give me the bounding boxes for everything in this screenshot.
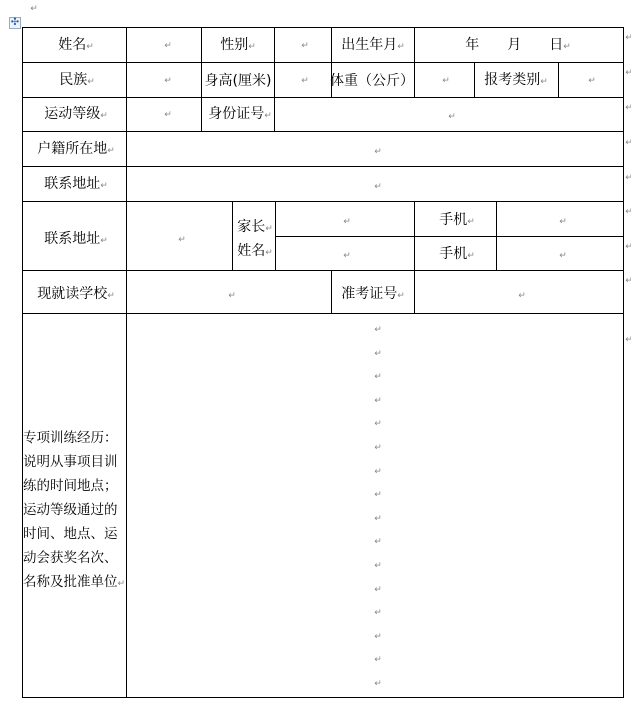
row-end-mark — [625, 33, 631, 43]
address-label: 联系地址 ↵ — [44, 176, 108, 194]
parent-name-field-2[interactable] — [343, 251, 351, 261]
paragraph-mark — [374, 372, 382, 382]
row-end-mark — [625, 138, 631, 148]
phone-field-2[interactable] — [559, 251, 567, 261]
parent-label-1: 家长 ↵ — [237, 219, 273, 237]
exam-no-label: 准考证号 ↵ — [341, 286, 405, 304]
parent-label-2: 姓名 ↵ — [237, 243, 273, 261]
birth-field[interactable]: 年 月 日 ↵ — [465, 37, 571, 55]
household-field[interactable] — [374, 147, 382, 157]
row-end-mark — [625, 242, 631, 252]
phone-label-2: 手机 ↵ — [439, 246, 475, 264]
paragraph-mark — [374, 585, 382, 595]
paragraph-mark — [374, 467, 382, 477]
id-field[interactable] — [448, 112, 456, 122]
paragraph-mark — [374, 608, 382, 618]
height-label: 身高(厘米) — [204, 73, 272, 89]
gender-field[interactable] — [301, 41, 309, 51]
address-label-2: 联系地址 ↵ — [44, 231, 108, 249]
name-field[interactable] — [164, 41, 172, 51]
gender-label: 性别 ↵ — [220, 37, 256, 55]
experience-label: 专项训练经历： 说明从事项目训 练的时间地点； 运动等级通过的 时间、地点、运 动会获奖名次、 名称及批准单位↵ — [23, 430, 126, 590]
sports-level-field[interactable] — [164, 110, 172, 120]
weight-label: 体重（公斤） — [330, 73, 414, 89]
household-label: 户籍所在地 ↵ — [37, 141, 115, 159]
paragraph-mark — [374, 514, 382, 524]
sports-level-label: 运动等级 ↵ — [44, 106, 108, 124]
ethnicity-label: 民族 ↵ — [59, 72, 95, 90]
exam-no-field[interactable] — [518, 291, 526, 301]
paragraph-mark — [374, 537, 382, 547]
row-end-mark — [625, 335, 631, 345]
school-label: 现就读学校 ↵ — [37, 286, 115, 304]
ethnicity-field[interactable] — [164, 76, 172, 86]
paragraph-mark — [374, 349, 382, 359]
name-label: 姓名 ↵ — [58, 37, 94, 55]
paragraph-mark — [374, 561, 382, 571]
table-move-handle-icon[interactable]: ✣ — [10, 17, 20, 28]
row-end-mark — [625, 68, 631, 78]
paragraph-mark — [374, 419, 382, 429]
paragraph-mark — [374, 325, 382, 335]
paragraph-mark — [374, 632, 382, 642]
row-end-mark — [625, 173, 631, 183]
category-label: 报考类别 ↵ — [484, 72, 548, 90]
phone-field-1[interactable] — [559, 217, 567, 227]
paragraph-mark — [374, 443, 382, 453]
phone-label-1: 手机 ↵ — [439, 212, 475, 230]
paragraph-mark — [374, 396, 382, 406]
category-field[interactable] — [588, 76, 596, 86]
paragraph-mark — [30, 4, 38, 14]
row-end-mark — [625, 276, 631, 286]
weight-field[interactable] — [442, 76, 450, 86]
school-field[interactable] — [228, 291, 236, 301]
birth-label: 出生年月 ↵ — [341, 37, 405, 55]
height-field[interactable] — [301, 76, 309, 86]
row-end-mark — [625, 103, 631, 113]
row-end-mark — [625, 207, 631, 217]
paragraph-mark — [374, 490, 382, 500]
id-label: 身份证号 ↵ — [208, 106, 272, 124]
address-field-2[interactable] — [178, 235, 186, 245]
paragraph-mark — [374, 655, 382, 665]
paragraph-mark — [374, 679, 382, 689]
parent-name-field-1[interactable] — [343, 217, 351, 227]
address-field[interactable] — [374, 182, 382, 192]
